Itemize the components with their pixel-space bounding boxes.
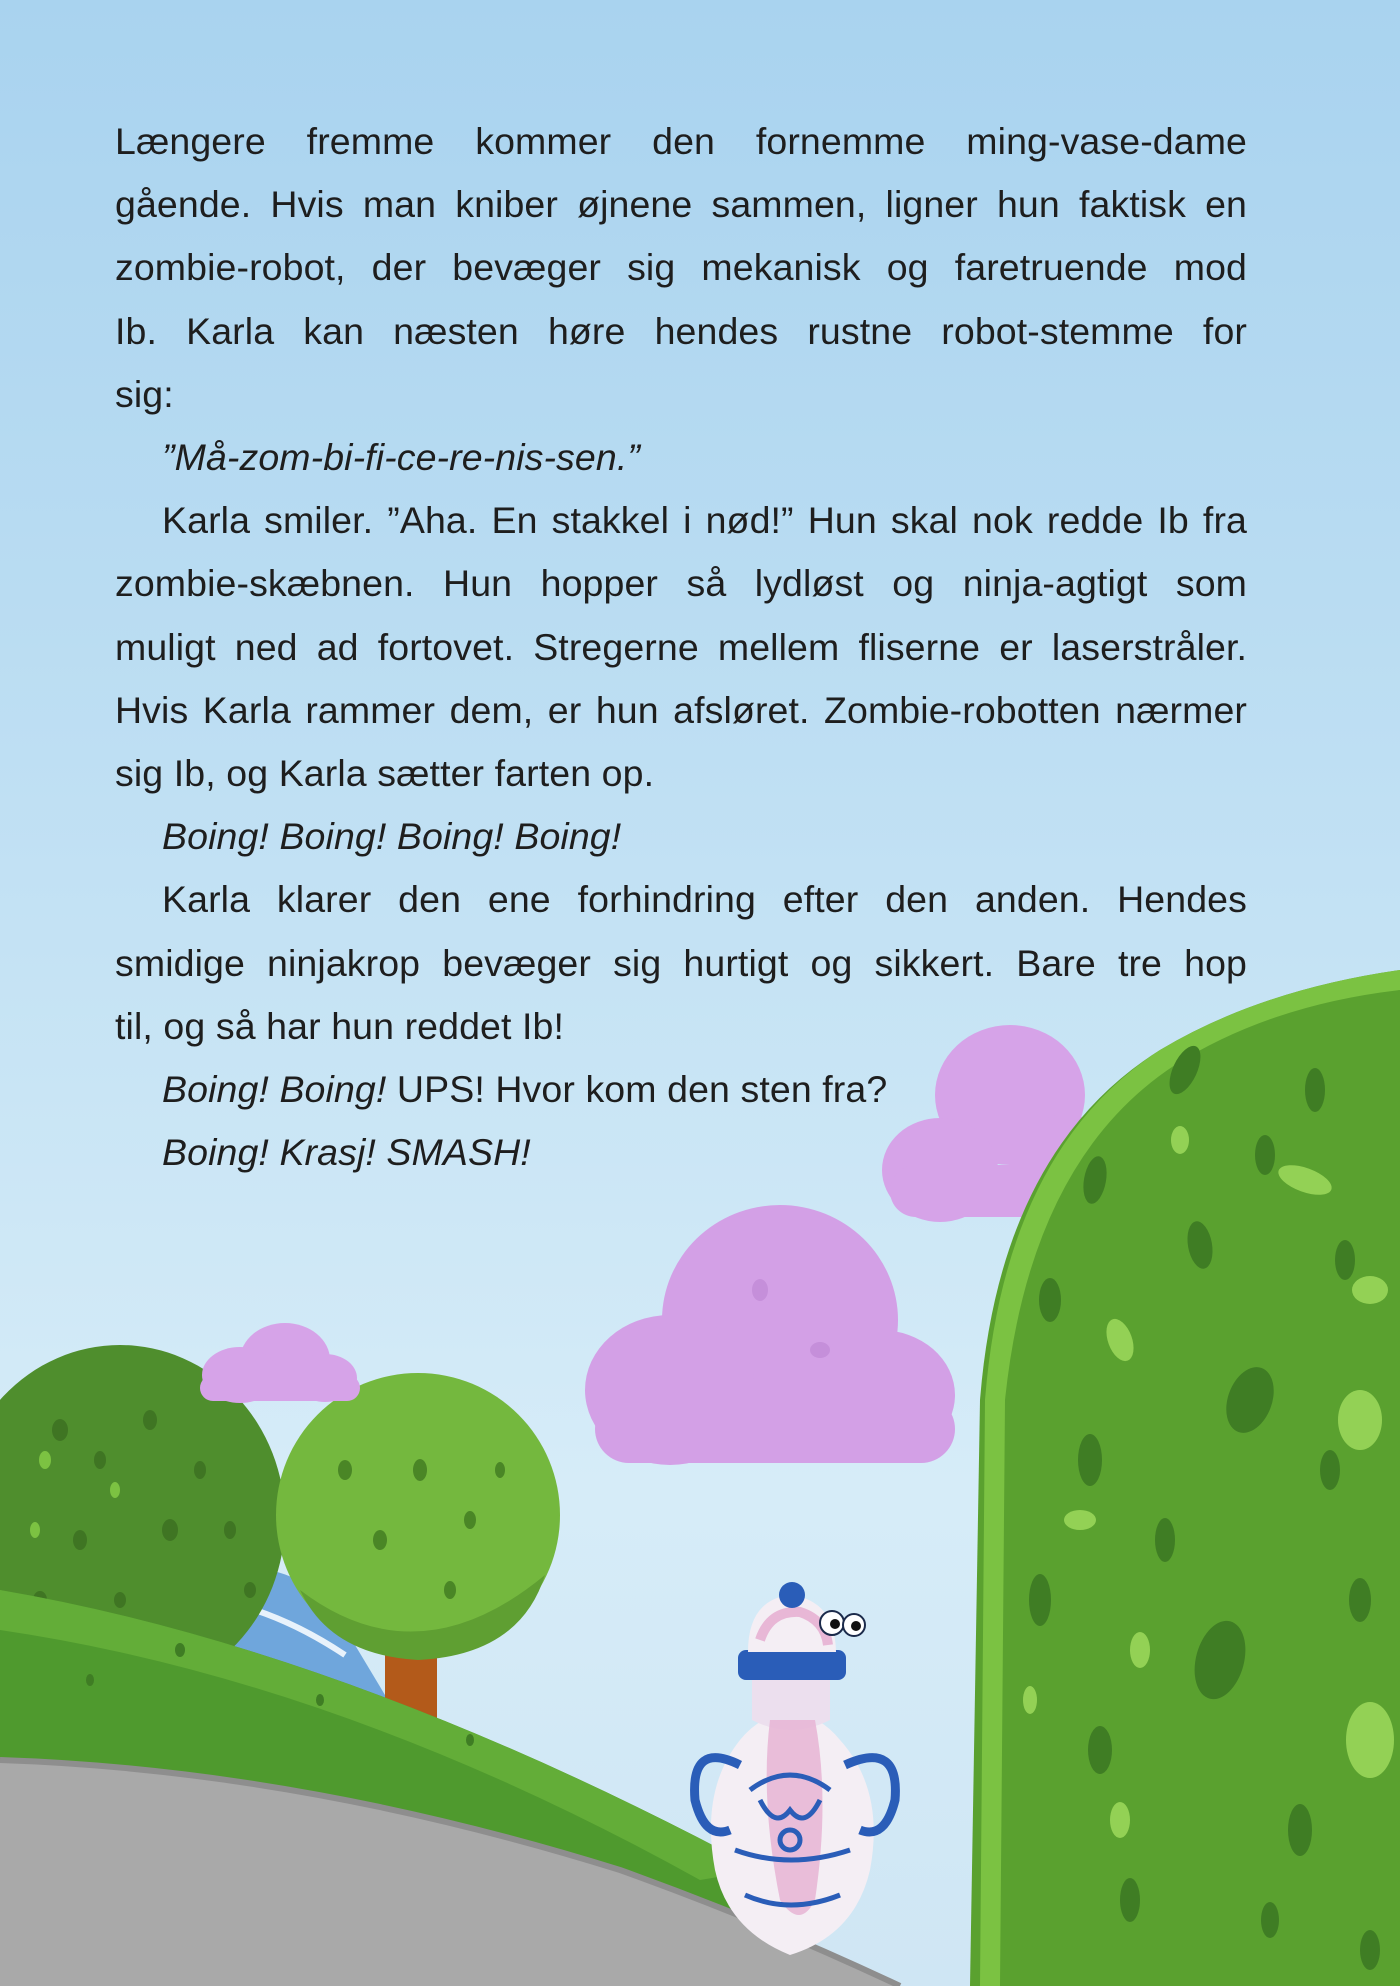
line: gående. Hvis man kniber øjnene sammen, ligner hun faktisk en xyxy=(115,183,1247,226)
line: Længere fremme kommer den fornemme ming-vase-dame xyxy=(115,120,1247,162)
line: Karla smiler. ”Aha. En stakkel i nød!” Hun skal nok redde Ib fra xyxy=(162,499,1247,542)
small-cloud xyxy=(200,1323,360,1403)
line: Ib. Karla kan næsten høre hendes rustne robot-stemme for xyxy=(115,309,1247,352)
line: sig Ib, og Karla sætter farten op. xyxy=(115,752,655,795)
vase-lid-band xyxy=(738,1650,846,1680)
paragraph-4 xyxy=(115,805,1247,868)
line: Hvis Karla rammer dem, er hun afsløret. Zombie-robotten nærmer xyxy=(115,688,1247,731)
paragraph-6 xyxy=(115,1058,1247,1121)
crash-sound: Boing! Krasj! SMASH! xyxy=(162,1131,531,1174)
story-text xyxy=(115,110,1247,1184)
line: smidige ninjakrop bevæger sig hurtigt og sikkert. Bare tre hop xyxy=(115,941,1247,984)
robot-voice-quote: ”Må-zom-bi-fi-ce-re-nis-sen.” xyxy=(162,436,640,479)
ups-text: UPS! Hvor kom den sten fra? xyxy=(386,1068,888,1111)
paragraph-7 xyxy=(115,1121,1247,1184)
line: Karla klarer den ene forhindring efter den anden. Hendes xyxy=(162,878,1247,921)
line: til, og så har hun reddet Ib! xyxy=(115,1004,565,1047)
boing-sound: Boing! Boing! Boing! Boing! xyxy=(162,815,622,858)
boing-sound: Boing! Boing! xyxy=(162,1068,387,1111)
paragraph-1 xyxy=(115,110,1247,426)
paragraph-2 xyxy=(115,426,1247,489)
big-cloud xyxy=(585,1205,955,1465)
line: zombie-skæbnen. Hun hopper så lydløst og ninja-agtigt som xyxy=(115,562,1247,605)
line: zombie-robot, der bevæger sig mekanisk og faretruende mod xyxy=(115,246,1247,289)
line: sig: xyxy=(115,372,174,415)
line: muligt ned ad fortovet. Stregerne mellem fliserne er laserstråler. xyxy=(115,625,1247,668)
paragraph-3 xyxy=(115,489,1247,805)
vase-knob xyxy=(779,1582,805,1608)
paragraph-5 xyxy=(115,868,1247,1058)
